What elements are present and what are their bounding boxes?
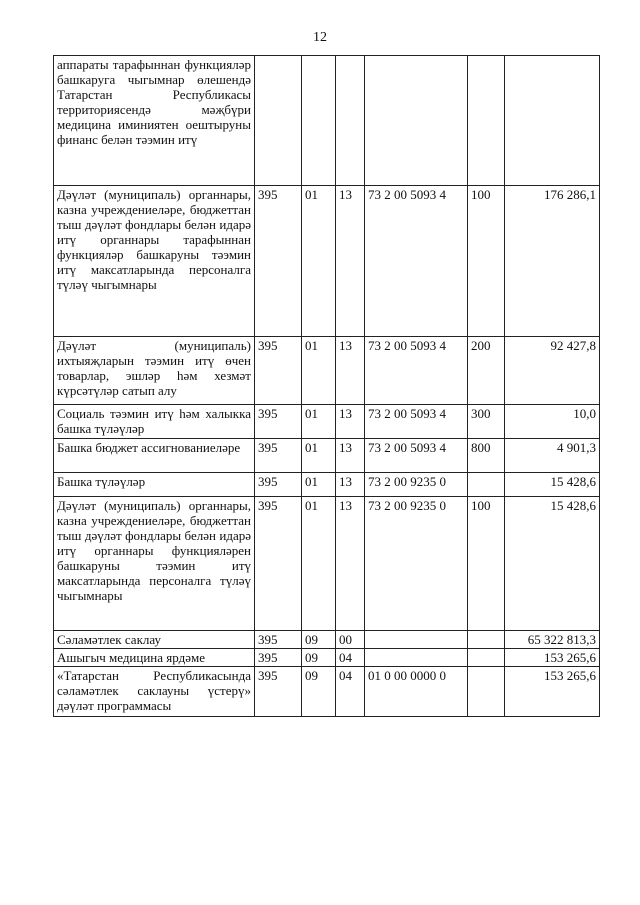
row-amount [505,56,600,186]
row-amount: 153 265,6 [505,667,600,717]
row-expense-type [468,473,505,497]
table-row [54,631,600,649]
row-amount: 10,0 [505,405,600,439]
row-target-article: 01 0 00 0000 0 [365,667,468,717]
row-section-code: 01 [302,439,336,473]
row-section-code: 01 [302,405,336,439]
row-expense-type: 300 [468,405,505,439]
row-subsection-code: 13 [336,337,365,405]
row-subsection-code: 13 [336,473,365,497]
row-subsection-code: 13 [336,405,365,439]
row-expense-type: 800 [468,439,505,473]
row-name: Социаль тәэмин итү һәм халыкка башка түләүләр [54,405,255,439]
row-ministry-code: 395 [255,649,302,667]
table-row [54,405,600,439]
row-name: Дәүләт (муниципаль) органнары, казна учреждениеләре, бюджеттан тыш дәүләт фондлары белән идарә итү органнары функцияләрен башкаруны тәэмин итү максатларында персоналга түләү чыгымнары [54,497,255,631]
row-name: Башка түләүләр [54,473,255,497]
row-section-code: 01 [302,186,336,337]
row-target-article: 73 2 00 9235 0 [365,497,468,631]
row-name: «Татарстан Республикасында сәламәтлек саклауны үстерү» дәүләт программасы [54,667,255,717]
row-ministry-code: 395 [255,473,302,497]
row-target-article [365,56,468,186]
row-subsection-code: 13 [336,497,365,631]
table-row [54,473,600,497]
row-ministry-code: 395 [255,186,302,337]
row-section-code: 09 [302,649,336,667]
row-name: аппараты тарафыннан функцияләр башкаруга чыгымнар өлешендә Татарстан Республикасы территориясендә мәҗбүри медицина иминиятен оештыруны финанс белән тәэмин итү [54,56,255,186]
row-expense-type [468,631,505,649]
row-amount: 176 286,1 [505,186,600,337]
row-amount: 15 428,6 [505,473,600,497]
table-row [54,497,600,631]
row-subsection-code: 13 [336,439,365,473]
page-number: 12 [313,30,327,45]
row-name: Сәламәтлек саклау [54,631,255,649]
row-name: Дәүләт (муниципаль) органнары, казна учреждениеләре, бюджеттан тыш дәүләт фондлары белән идарә итү органнары тарафыннан функцияләр башкаруны тәэмин итү максатларында персоналга түләү чыгымнары [54,186,255,337]
row-section-code: 01 [302,473,336,497]
row-target-article [365,649,468,667]
row-target-article: 73 2 00 9235 0 [365,473,468,497]
row-ministry-code: 395 [255,631,302,649]
row-subsection-code: 13 [336,186,365,337]
budget-table [53,55,600,717]
table-row [54,56,600,186]
row-target-article [365,631,468,649]
row-section-code: 01 [302,497,336,631]
row-ministry-code [255,56,302,186]
row-section-code [302,56,336,186]
row-section-code: 09 [302,667,336,717]
table-row [54,649,600,667]
row-section-code: 01 [302,337,336,405]
row-amount: 153 265,6 [505,649,600,667]
row-expense-type: 100 [468,497,505,631]
row-expense-type: 200 [468,337,505,405]
row-ministry-code: 395 [255,439,302,473]
row-subsection-code: 04 [336,649,365,667]
row-section-code: 09 [302,631,336,649]
row-name: Ашыгыч медицина ярдәме [54,649,255,667]
row-target-article: 73 2 00 5093 4 [365,186,468,337]
row-expense-type [468,649,505,667]
row-target-article: 73 2 00 5093 4 [365,337,468,405]
row-target-article: 73 2 00 5093 4 [365,439,468,473]
row-name: Дәүләт (муниципаль) ихтыяҗларын тәэмин итү өчен товарлар, эшләр һәм хезмәт күрсәтүләр сатып алу [54,337,255,405]
row-amount: 15 428,6 [505,497,600,631]
row-subsection-code: 00 [336,631,365,649]
row-amount: 92 427,8 [505,337,600,405]
table-row [54,337,600,405]
table-row [54,439,600,473]
row-expense-type: 100 [468,186,505,337]
row-ministry-code: 395 [255,337,302,405]
row-ministry-code: 395 [255,405,302,439]
row-amount: 65 322 813,3 [505,631,600,649]
row-amount: 4 901,3 [505,439,600,473]
table-row [54,667,600,717]
row-expense-type [468,667,505,717]
table-row [54,186,600,337]
row-name: Башка бюджет ассигнованиеләре [54,439,255,473]
row-expense-type [468,56,505,186]
row-target-article: 73 2 00 5093 4 [365,405,468,439]
row-subsection-code [336,56,365,186]
row-ministry-code: 395 [255,497,302,631]
row-ministry-code: 395 [255,667,302,717]
row-subsection-code: 04 [336,667,365,717]
